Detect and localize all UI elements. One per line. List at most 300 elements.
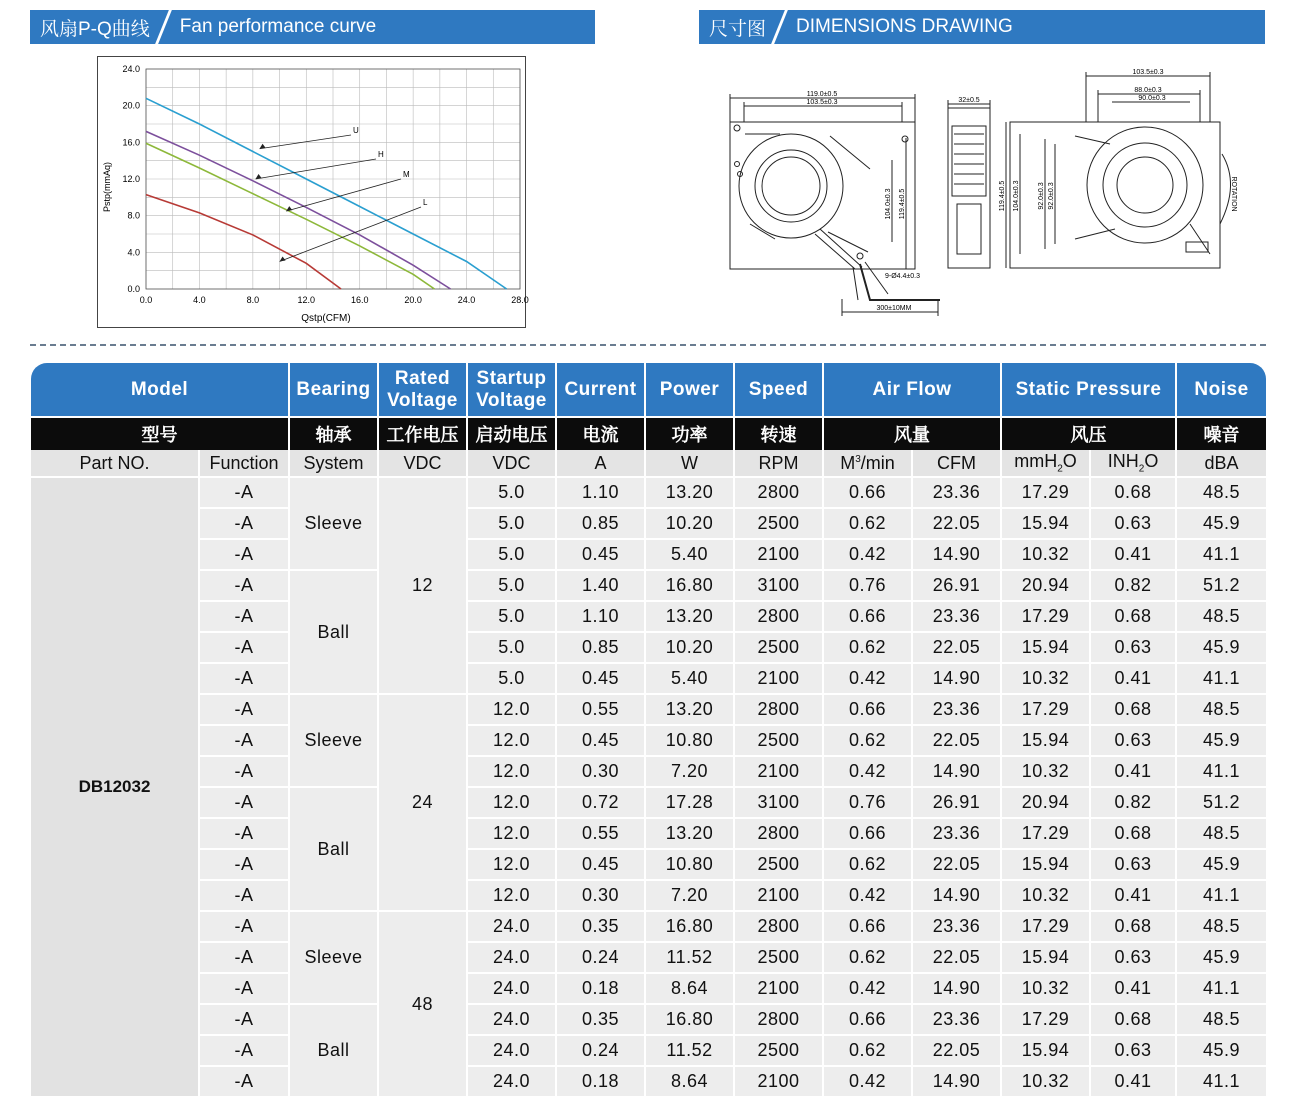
cell-speed: 2800 [734,477,823,508]
col-header-speed: Speed [734,363,823,417]
cell-start: 5.0 [467,601,556,632]
cell-inh2o: 0.63 [1090,725,1176,756]
unit-inh-tail: O [1144,451,1159,472]
cell-m3: 0.42 [823,1066,912,1096]
cell-speed: 2500 [734,725,823,756]
cell-speed: 2100 [734,539,823,570]
bearing-cell: Sleeve [289,911,378,1004]
cell-cfm: 22.05 [912,508,1001,539]
y-axis-label: Pstp(mmAq) [102,161,112,213]
cell-fn: -A [199,725,289,756]
dimensions-drawing [720,64,1265,320]
unit-inh2o [1090,450,1176,477]
cell-speed: 2800 [734,1004,823,1035]
cell-fn: -A [199,1066,289,1096]
unit-part-no: Part NO. [31,450,199,477]
cell-speed: 2500 [734,849,823,880]
cell-current: 0.24 [556,942,645,973]
cell-mmh2o: 17.29 [1001,601,1090,632]
cell-power: 8.64 [645,1066,734,1096]
spec-table-body [31,477,1266,1096]
cell-m3: 0.62 [823,632,912,663]
cell-mmh2o: 15.94 [1001,632,1090,663]
cell-mmh2o: 10.32 [1001,663,1090,694]
pq-header-cn: 风扇P-Q曲线 [40,18,150,40]
section-divider [30,344,1266,346]
unit-function: Function [199,450,289,477]
cell-m3: 0.66 [823,1004,912,1035]
cell-fn: -A [199,508,289,539]
series-line-u [146,98,507,289]
unit-inh-base: INH [1107,451,1139,472]
table-row [31,942,1266,973]
x-tick-label: 24.0 [457,295,476,305]
cell-start: 5.0 [467,570,556,601]
cell-mmh2o: 15.94 [1001,942,1090,973]
cell-start: 12.0 [467,725,556,756]
pq-chart-frame [97,56,529,328]
dimensions-header [699,10,1265,44]
dim-label: 88.0±0.3 [1134,87,1162,94]
cell-m3: 0.62 [823,508,912,539]
cell-dba: 48.5 [1176,694,1266,725]
cell-current: 1.40 [556,570,645,601]
cell-m3: 0.42 [823,539,912,570]
unit-m3-tail: /min [860,452,895,473]
cell-start: 24.0 [467,911,556,942]
table-row [31,1066,1266,1096]
cell-cfm: 23.36 [912,694,1001,725]
cell-start: 5.0 [467,477,556,508]
cell-start: 12.0 [467,756,556,787]
cell-power: 5.40 [645,539,734,570]
cell-current: 0.18 [556,1066,645,1096]
rated-voltage-cell: 48 [378,911,467,1096]
cell-dba: 51.2 [1176,570,1266,601]
bearing-cell: Ball [289,1004,378,1096]
cell-power: 10.80 [645,849,734,880]
cell-speed: 2100 [734,1066,823,1096]
cell-m3: 0.66 [823,818,912,849]
cell-power: 16.80 [645,911,734,942]
cell-dba: 41.1 [1176,973,1266,1004]
series-label: L [423,198,428,207]
table-row [31,787,1266,818]
dim-label: 119.0±0.5 [806,91,838,98]
cell-power: 13.20 [645,818,734,849]
y-tick-label: 12.0 [122,174,140,184]
cell-cfm: 26.91 [912,787,1001,818]
front-view [730,94,940,316]
cell-speed: 2100 [734,880,823,911]
cell-speed: 2500 [734,942,823,973]
cell-cfm: 14.90 [912,880,1001,911]
cell-start: 24.0 [467,973,556,1004]
cell-start: 12.0 [467,849,556,880]
cell-mmh2o: 10.32 [1001,880,1090,911]
cell-power: 17.28 [645,787,734,818]
cell-start: 24.0 [467,1035,556,1066]
cell-cfm: 14.90 [912,973,1001,1004]
bearing-cell: Sleeve [289,477,378,570]
cell-power: 7.20 [645,756,734,787]
cell-speed: 2800 [734,911,823,942]
bearing-cell: Sleeve [289,694,378,787]
cell-fn: -A [199,632,289,663]
unit-dba: dBA [1176,450,1266,477]
cell-inh2o: 0.68 [1090,1004,1176,1035]
cell-start: 12.0 [467,787,556,818]
cell-cfm: 22.05 [912,725,1001,756]
cell-current: 0.18 [556,973,645,1004]
y-tick-label: 20.0 [122,100,140,111]
bearing-cell: Ball [289,787,378,911]
cell-speed: 2100 [734,756,823,787]
col-header-cn: 功率 [645,417,734,450]
cell-current: 0.85 [556,632,645,663]
cell-fn: -A [199,756,289,787]
x-tick-label: 12.0 [297,295,316,305]
col-header-air-flow: Air Flow [823,363,1001,417]
cell-m3: 0.66 [823,694,912,725]
col-header-noise: Noise [1176,363,1266,417]
cell-start: 24.0 [467,1004,556,1035]
table-row [31,601,1266,632]
unit-m3-sup: 3 [855,453,861,465]
dim-header-cn: 尺寸图 [709,18,767,40]
cell-dba: 48.5 [1176,818,1266,849]
cell-mmh2o: 17.29 [1001,818,1090,849]
cell-mmh2o: 10.32 [1001,1066,1090,1096]
cell-start: 5.0 [467,508,556,539]
y-tick-label: 4.0 [127,247,140,258]
x-tick-label: 8.0 [246,295,260,305]
cell-fn: -A [199,539,289,570]
table-row [31,632,1266,663]
cell-speed: 2800 [734,818,823,849]
cell-inh2o: 0.68 [1090,694,1176,725]
dim-label: 92.0±0.3 [1038,182,1045,210]
dim-label: 90.0±0.3 [1138,95,1166,102]
cell-inh2o: 0.41 [1090,973,1176,1004]
rated-voltage-cell: 24 [378,694,467,911]
cell-mmh2o: 15.94 [1001,725,1090,756]
header-row-units [31,450,1266,477]
cell-power: 11.52 [645,1035,734,1066]
table-row [31,725,1266,756]
side-view [948,100,990,268]
unit-rpm: RPM [734,450,823,477]
cell-inh2o: 0.68 [1090,477,1176,508]
cell-m3: 0.62 [823,1035,912,1066]
cell-mmh2o: 15.94 [1001,1035,1090,1066]
cell-fn: -A [199,663,289,694]
col-header-cn: 风压 [1001,417,1176,450]
table-row [31,911,1266,942]
table-row [31,818,1266,849]
col-header-cn: 风量 [823,417,1001,450]
cell-current: 0.45 [556,663,645,694]
col-header-startup-voltage: Startup Voltage [467,363,556,417]
cell-inh2o: 0.63 [1090,632,1176,663]
cell-cfm: 23.36 [912,1004,1001,1035]
dim-label: 104.0±0.3 [885,188,892,220]
cell-inh2o: 0.41 [1090,539,1176,570]
pq-curve-header [30,10,595,44]
cell-fn: -A [199,477,289,508]
x-tick-label: 0.0 [139,295,153,305]
cell-m3: 0.66 [823,477,912,508]
col-header-cn: 型号 [31,417,289,450]
cell-fn: -A [199,1035,289,1066]
cell-current: 0.24 [556,1035,645,1066]
cell-start: 12.0 [467,694,556,725]
cell-m3: 0.62 [823,942,912,973]
cell-inh2o: 0.82 [1090,570,1176,601]
cell-mmh2o: 10.32 [1001,539,1090,570]
cell-inh2o: 0.63 [1090,508,1176,539]
table-row [31,694,1266,725]
cell-cfm: 23.36 [912,477,1001,508]
rear-view [1006,72,1231,268]
cell-start: 5.0 [467,539,556,570]
cell-dba: 41.1 [1176,539,1266,570]
x-tick-label: 16.0 [350,295,369,305]
unit-mmh-sub: 2 [1057,463,1063,475]
unit-mmh2o [1001,450,1090,477]
col-header-bearing: Bearing [289,363,378,417]
cell-current: 0.30 [556,880,645,911]
cell-start: 5.0 [467,663,556,694]
cell-mmh2o: 15.94 [1001,849,1090,880]
cell-inh2o: 0.41 [1090,1066,1176,1096]
dim-label: 9-Ø4.4±0.3 [885,273,920,280]
pq-header-en: Fan performance curve [179,16,377,37]
cell-mmh2o: 15.94 [1001,508,1090,539]
annotation-arrowhead [280,257,286,262]
table-row [31,756,1266,787]
cell-power: 7.20 [645,880,734,911]
model-cell: DB12032 [31,477,199,1096]
dim-label: 92.0±0.3 [1048,182,1055,210]
y-tick-label: 0.0 [127,284,140,294]
unit-watt: W [645,450,734,477]
table-row [31,477,1266,508]
cell-current: 0.55 [556,694,645,725]
col-header-cn: 转速 [734,417,823,450]
col-header-current: Current [556,363,645,417]
cell-m3: 0.66 [823,911,912,942]
cell-dba: 45.9 [1176,849,1266,880]
header-slash [154,10,176,44]
cell-m3: 0.66 [823,601,912,632]
annotation-leader [286,179,401,211]
cell-m3: 0.62 [823,725,912,756]
unit-mmh-tail: O [1062,451,1077,472]
x-tick-label: 20.0 [404,295,422,305]
cell-fn: -A [199,911,289,942]
cell-speed: 2800 [734,601,823,632]
cell-inh2o: 0.82 [1090,787,1176,818]
cell-fn: -A [199,818,289,849]
cell-cfm: 14.90 [912,663,1001,694]
cell-mmh2o: 17.29 [1001,911,1090,942]
table-row [31,663,1266,694]
unit-m3-base: M [840,452,856,473]
cell-power: 16.80 [645,570,734,601]
cell-inh2o: 0.41 [1090,880,1176,911]
header-row-en [31,363,1266,417]
cell-fn: -A [199,880,289,911]
cell-cfm: 14.90 [912,756,1001,787]
col-header-model: Model [31,363,289,417]
cell-m3: 0.42 [823,756,912,787]
cell-inh2o: 0.63 [1090,1035,1176,1066]
header-row-cn [31,417,1266,450]
unit-inh-sub: 2 [1138,463,1145,475]
cell-power: 10.80 [645,725,734,756]
cell-current: 0.35 [556,911,645,942]
cell-cfm: 22.05 [912,1035,1001,1066]
cell-power: 8.64 [645,973,734,1004]
dim-label: 104.0±0.3 [1013,180,1020,212]
col-header-cn: 轴承 [289,417,378,450]
cell-dba: 51.2 [1176,787,1266,818]
x-axis-label: Qstp(CFM) [301,313,351,324]
cell-current: 0.45 [556,849,645,880]
cell-cfm: 23.36 [912,818,1001,849]
dim-label: 119.4±0.5 [899,188,906,220]
cell-start: 24.0 [467,942,556,973]
cell-mmh2o: 17.29 [1001,1004,1090,1035]
dim-label: 300±10MM [876,305,912,312]
cell-dba: 41.1 [1176,880,1266,911]
unit-vdc: VDC [378,450,467,477]
cell-start: 12.0 [467,880,556,911]
unit-vdc: VDC [467,450,556,477]
cell-dba: 41.1 [1176,663,1266,694]
table-row [31,880,1266,911]
cell-speed: 2800 [734,694,823,725]
cell-cfm: 22.05 [912,942,1001,973]
cell-power: 10.20 [645,632,734,663]
cell-dba: 45.9 [1176,508,1266,539]
cell-cfm: 22.05 [912,849,1001,880]
table-row [31,1004,1266,1035]
cell-inh2o: 0.63 [1090,942,1176,973]
cell-power: 13.20 [645,694,734,725]
table-row [31,973,1266,1004]
cell-current: 1.10 [556,601,645,632]
cell-cfm: 26.91 [912,570,1001,601]
cell-m3: 0.42 [823,880,912,911]
cell-dba: 45.9 [1176,1035,1266,1066]
cell-m3: 0.62 [823,849,912,880]
dim-label: 103.5±0.3 [1132,69,1164,76]
cell-current: 0.45 [556,539,645,570]
cell-mmh2o: 10.32 [1001,756,1090,787]
unit-amp: A [556,450,645,477]
cell-cfm: 14.90 [912,1066,1001,1096]
rotation-label: ROTATION [1230,176,1237,212]
cell-speed: 3100 [734,787,823,818]
cell-current: 1.10 [556,477,645,508]
header-slash [770,10,792,44]
cell-mmh2o: 17.29 [1001,477,1090,508]
dim-label: 103.5±0.3 [806,99,838,106]
cell-current: 0.35 [556,1004,645,1035]
col-header-cn: 工作电压 [378,417,467,450]
cell-cfm: 23.36 [912,601,1001,632]
cell-power: 16.80 [645,1004,734,1035]
pq-chart [98,57,529,327]
cell-dba: 45.9 [1176,942,1266,973]
cell-current: 0.45 [556,725,645,756]
cell-m3: 0.42 [823,663,912,694]
bearing-cell: Ball [289,570,378,694]
cell-dba: 48.5 [1176,477,1266,508]
cell-fn: -A [199,601,289,632]
cell-fn: -A [199,942,289,973]
annotation-leader [260,135,351,149]
series-label: H [378,150,384,159]
col-header-static-pressure: Static Pressure [1001,363,1176,417]
cell-speed: 2500 [734,508,823,539]
cell-inh2o: 0.63 [1090,849,1176,880]
dim-label: 32±0.5 [958,97,980,104]
y-tick-label: 24.0 [122,64,140,74]
cell-m3: 0.76 [823,570,912,601]
y-tick-label: 16.0 [122,137,140,148]
cell-power: 13.20 [645,477,734,508]
col-header-cn: 电流 [556,417,645,450]
cell-m3: 0.76 [823,787,912,818]
table-row [31,508,1266,539]
cell-dba: 48.5 [1176,911,1266,942]
annotation-arrowhead [286,206,292,211]
series-label: U [353,126,359,135]
cell-inh2o: 0.68 [1090,601,1176,632]
col-header-cn: 启动电压 [467,417,556,450]
table-row [31,849,1266,880]
cell-fn: -A [199,787,289,818]
cell-power: 5.40 [645,663,734,694]
cell-speed: 2100 [734,973,823,1004]
cell-start: 12.0 [467,818,556,849]
cell-cfm: 23.36 [912,911,1001,942]
unit-cfm: CFM [912,450,1001,477]
cell-current: 0.72 [556,787,645,818]
series-line-l [146,195,341,289]
table-row [31,539,1266,570]
cell-fn: -A [199,849,289,880]
cell-dba: 41.1 [1176,756,1266,787]
y-tick-label: 8.0 [127,210,140,221]
dim-label: 119.4±0.5 [999,180,1006,212]
cell-dba: 41.1 [1176,1066,1266,1096]
series-line-m [146,143,435,289]
cell-mmh2o: 17.29 [1001,694,1090,725]
cell-fn: -A [199,570,289,601]
cell-fn: -A [199,973,289,1004]
col-header-power: Power [645,363,734,417]
x-tick-label: 4.0 [193,295,206,305]
cell-m3: 0.42 [823,973,912,1004]
x-tick-label: 28.0 [511,295,529,305]
rated-voltage-cell: 12 [378,477,467,694]
cell-mmh2o: 20.94 [1001,570,1090,601]
spec-table [31,363,1266,1096]
